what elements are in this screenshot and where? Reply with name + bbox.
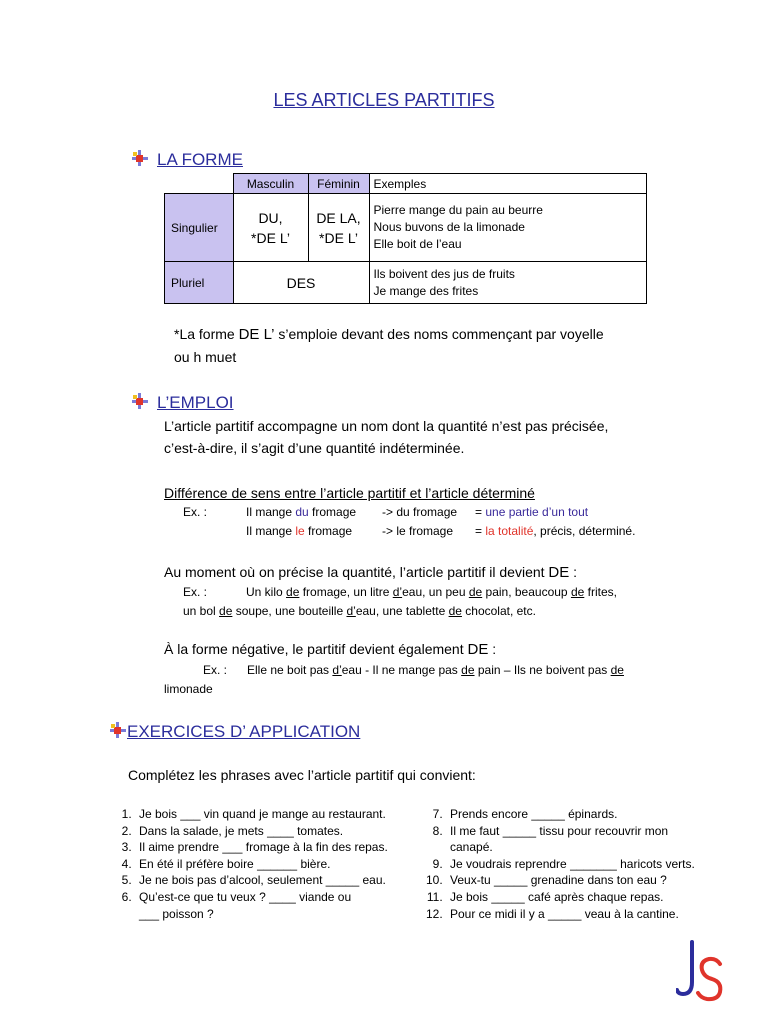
example-line: Nous buvons de la limonade: [373, 220, 525, 234]
example-label: Ex. :: [183, 585, 208, 599]
diff-meaning-2: = la totalité, précis, déterminé.: [475, 524, 636, 538]
example-label: Ex. :: [183, 505, 208, 519]
diff-example-2: Il mange le fromage: [246, 524, 353, 538]
diff-example-1: Il mange du fromage: [246, 505, 357, 519]
pluriel-form: DES: [233, 262, 369, 304]
forme-table: [164, 173, 647, 304]
table-corner: [165, 174, 234, 194]
note-text: *La forme: [174, 326, 239, 342]
negative-example-continued: limonade: [164, 682, 213, 696]
header-feminin: Féminin: [308, 174, 369, 194]
exercise-item: 9. Je voudrais reprendre _______ haricots verts.: [446, 856, 754, 873]
negative-example: Elle ne boit pas d’eau - Il ne mange pas de pain – Ils ne boivent pas de: [247, 663, 624, 677]
header-exemples: Exemples: [369, 174, 646, 194]
bullet-icon: [132, 150, 148, 166]
note-text: s’emploie devant des noms commençant par voyelle: [274, 326, 604, 342]
diff-arrow-2: -> le fromage: [382, 524, 454, 538]
example-line: Elle boit de l’eau: [373, 237, 462, 251]
example-line: Pierre mange du pain au beurre: [373, 203, 543, 217]
difference-title: Différence de sens entre l’article partitif et l’article déterminé: [164, 485, 535, 501]
quantite-example-1: Un kilo de fromage, un litre d’eau, un peu de pain, beaucoup de frites,: [246, 585, 617, 599]
quantite-example-2: un bol de soupe, une bouteille d’eau, une tablette de chocolat, etc.: [183, 604, 536, 618]
exercises-right-column: [424, 806, 754, 922]
exercise-item: 11. Je bois _____ café après chaque repas.: [446, 889, 754, 906]
example-line: Je mange des frites: [373, 283, 479, 298]
section-heading-forme: LA FORME: [157, 150, 243, 169]
exercise-item: 10. Veux-tu _____ grenadine dans ton eau ?: [446, 872, 754, 889]
note-line2: ou h muet: [174, 349, 237, 365]
exercise-item: 1. Je bois ___ vin quand je mange au restaurant.: [135, 806, 417, 823]
example-label: Ex. :: [203, 663, 228, 677]
form-de-l-fem: *DE L’: [319, 229, 358, 246]
emploi-paragraph-line1: L’article partitif accompagne un nom dont la quantité n’est pas précisée,: [164, 418, 609, 434]
emploi-paragraph-line2: c’est-à-dire, il s’agit d’une quantité indéterminée.: [164, 440, 465, 456]
exercise-instructions: Complétez les phrases avec l’article partitif qui convient:: [128, 767, 476, 783]
exercise-item: 2. Dans la salade, je mets ____ tomates.: [135, 823, 417, 840]
note-line1: [174, 326, 604, 343]
row-pluriel-label: Pluriel: [165, 262, 234, 304]
js-logo: [676, 938, 728, 1004]
exercise-item: 12. Pour ce midi il y a _____ veau à la cantine.: [446, 906, 754, 923]
exercise-item: 4. En été il préfère boire ______ bière.: [135, 856, 417, 873]
singulier-exemples: [369, 194, 646, 262]
exercise-item: 3. Il aime prendre ___ fromage à la fin des repas.: [135, 839, 417, 856]
singulier-feminin: [308, 194, 369, 262]
bullet-icon: [132, 393, 148, 409]
article-le: le: [295, 524, 305, 538]
form-de-l-masc: *DE L’: [251, 229, 290, 246]
section-heading-emploi: L’EMPLOI: [157, 393, 234, 412]
example-line: Ils boivent des jus de fruits: [373, 266, 515, 281]
form-du: DU,: [258, 209, 283, 226]
header-masculin: Masculin: [233, 174, 308, 194]
page-title: LES ARTICLES PARTITIFS: [273, 90, 495, 110]
quantite-intro: Au moment où on précise la quantité, l’article partitif il devient DE :: [164, 564, 578, 581]
article-du: du: [295, 505, 309, 519]
note-de-l: DE L’: [238, 326, 275, 343]
singulier-masculin: [233, 194, 308, 262]
negative-intro: À la forme négative, le partitif devient également DE :: [164, 641, 497, 658]
pluriel-exemples: [369, 262, 646, 304]
exercise-item: 8. Il me faut _____ tissu pour recouvrir mon canapé.: [446, 823, 700, 856]
row-singulier-label: Singulier: [165, 194, 234, 262]
exercise-item: 7. Prends encore _____ épinards.: [446, 806, 754, 823]
bullet-icon: [110, 722, 126, 738]
exercise-item: 5. Je ne bois pas d’alcool, seulement _____ eau.: [135, 872, 417, 889]
diff-meaning-1: = une partie d’un tout: [475, 505, 589, 519]
exercises-left-column: [117, 806, 417, 922]
exercise-item: 6. Qu’est-ce que tu veux ? ____ viande ou ___ poisson ?: [135, 889, 369, 922]
diff-arrow-1: -> du fromage: [382, 505, 458, 519]
form-de-la: DE LA,: [316, 209, 361, 226]
section-heading-exercices: EXERCICES D’ APPLICATION: [127, 722, 361, 741]
